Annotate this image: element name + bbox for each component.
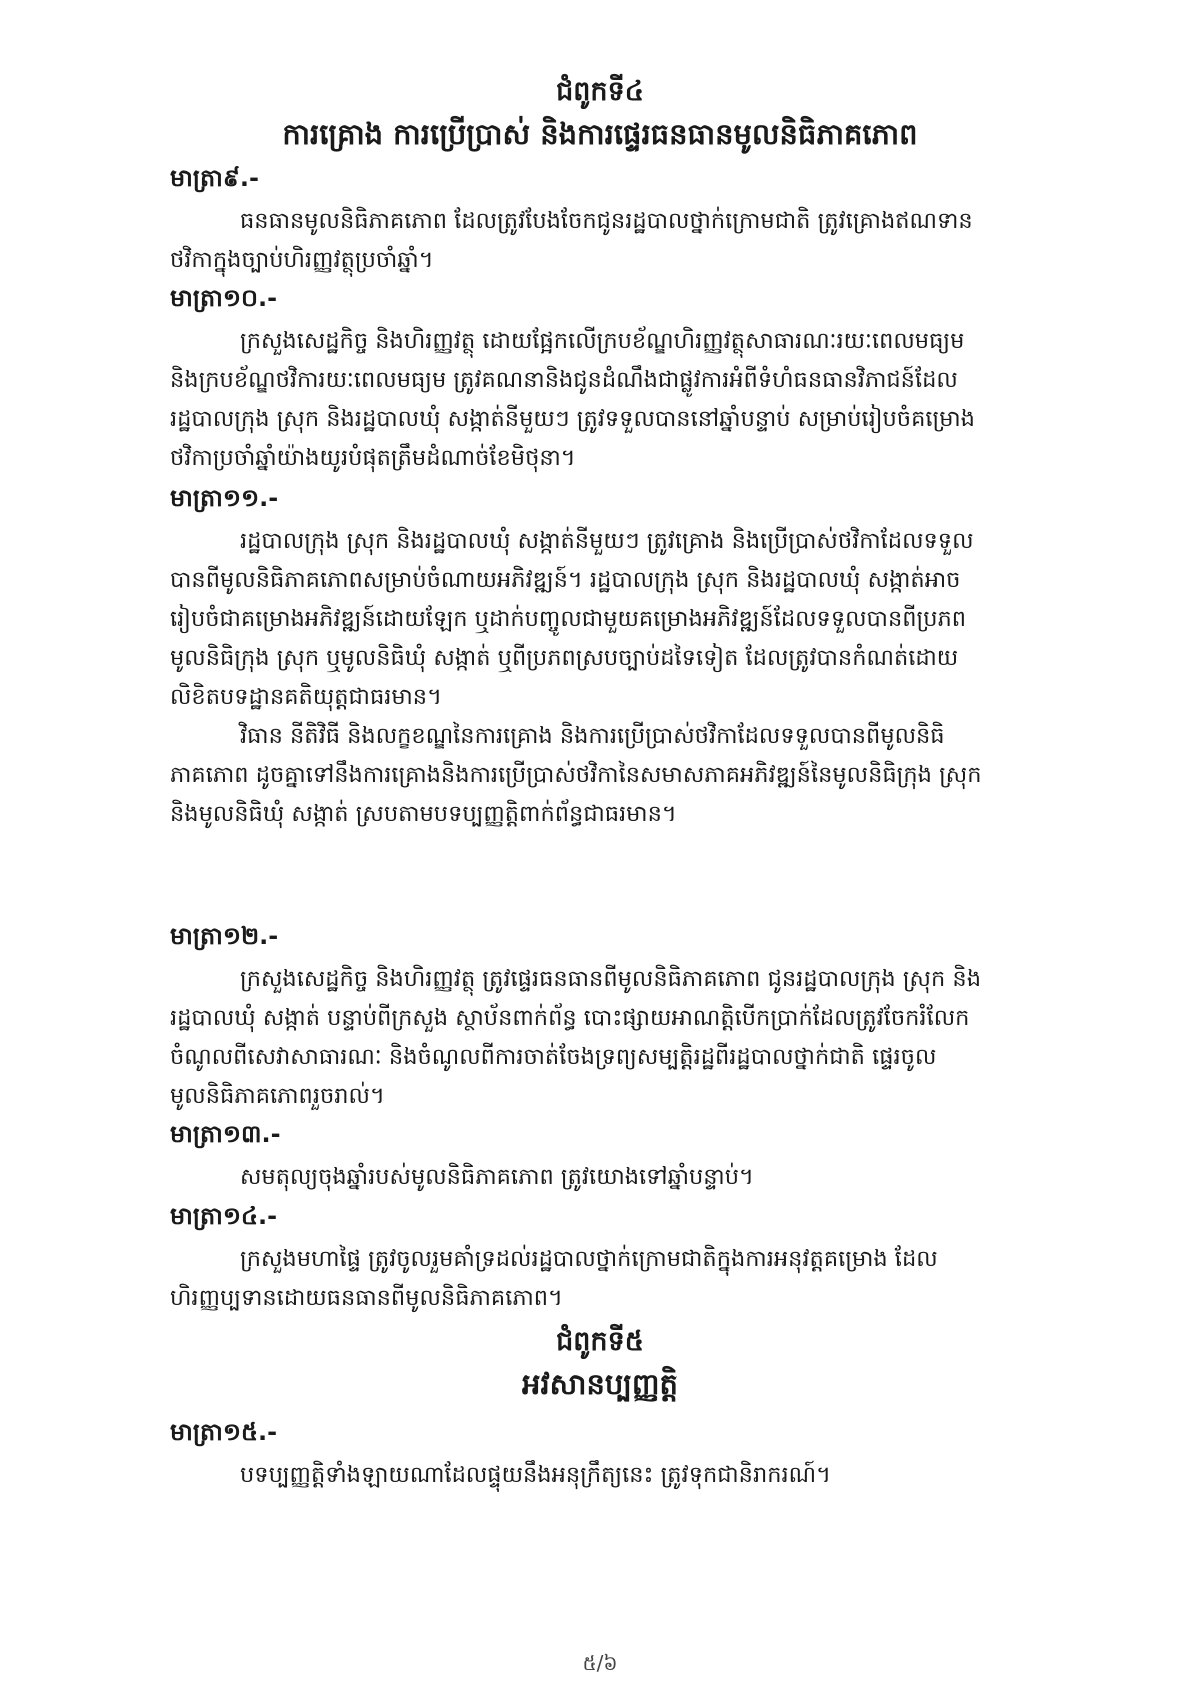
article-heading: មាត្រា១០.- [170,284,278,312]
paragraph-line: សមតុល្យចុងឆ្នាំរបស់មូលនិធិភាគភោព ត្រូវយោងទៅឆ្នាំបន្ទាប់។ [240,1164,754,1190]
paragraph-line: ភាគភោព ដូចគ្នាទៅនឹងការគ្រោងនិងការប្រើប្រាស់ថវិកានៃសមាសភាគអភិវឌ្ឍន៍នៃមូលនិធិក្រុង ស្រុក [170,762,982,788]
article-12 [0,918,1200,1116]
paragraph-line: ថវិកាប្រចាំឆ្នាំយ៉ាងយូរបំផុតត្រឹមដំណាច់ខែមិថុនា។ [170,445,576,471]
article-heading: មាត្រា១៤.- [170,1202,278,1230]
paragraph-line: មូលនិធិភាគភោពរួចរាល់។ [170,1083,385,1109]
chapter-title: អវសានប្បញ្ញត្តិ [522,1367,678,1401]
article-14 [0,1198,1200,1318]
article-9 [0,160,1200,280]
paragraph-line: ធនធានមូលនិធិភាគភោព ដែលត្រូវបែងចែកជូនរដ្ឋបាលថ្នាក់ក្រោមជាតិ ត្រូវគ្រោងឥណទាន [240,208,973,234]
paragraph-line: និងមូលនិធិឃុំ សង្កាត់ ស្របតាមបទប្បញ្ញត្តិពាក់ព័ន្ធជាធរមាន។ [170,801,677,827]
article-heading: មាត្រា១២.- [170,922,279,950]
article-paragraph [0,1240,1200,1318]
chapter-heading: ជំពូកទី៤ [556,76,644,107]
paragraph-line: រៀបចំជាគម្រោងអភិវឌ្ឍន៍ដោយឡែក ឬដាក់បញ្ចូលជាមួយគម្រោងអភិវឌ្ឍន៍ដែលទទួលបានពីប្រភព [170,606,967,632]
article-paragraph [0,522,1200,717]
paragraph-line: បទប្បញ្ញត្តិទាំងឡាយណាដែលផ្ទុយនឹងអនុក្រឹត្យនេះ ត្រូវទុកជានិរាករណ៍។ [240,1462,831,1488]
article-13 [0,1116,1200,1197]
paragraph-line: រដ្ឋបាលក្រុង ស្រុក និងរដ្ឋបាលឃុំ សង្កាត់នីមួយៗ ត្រូវទទួលបាននៅឆ្នាំបន្ទាប់ សម្រាប់រៀបចំគម្រោង [170,406,975,432]
paragraph-line: ក្រសួងមហាផ្ទៃ ត្រូវចូលរួមគាំទ្រដល់រដ្ឋបាលថ្នាក់ក្រោមជាតិក្នុងការអនុវត្តគម្រោង ដែល [240,1246,938,1272]
chapter-heading: ជំពូកទី៥ [556,1326,644,1357]
paragraph-line: បានពីមូលនិធិភាគភោពសម្រាប់ចំណាយអភិវឌ្ឍន៍។ រដ្ឋបាលក្រុង ស្រុក និងរដ្ឋបាលឃុំ សង្កាត់អាច [170,567,961,593]
article-paragraph [0,1158,1200,1197]
chapter-title: ការគ្រោង ការប្រើប្រាស់ និងការផ្ទេរធនធានមូលនិធិភាគភោព [282,117,918,151]
paragraph-line: វិធាន នីតិវិធី និងលក្ខខណ្ឌនៃការគ្រោង និងការប្រើប្រាស់ថវិកាដែលទទួលបានពីមូលនិធិ [240,723,945,749]
paragraph-line: មូលនិធិក្រុង ស្រុក ឬមូលនិធិឃុំ សង្កាត់ ឬពីប្រភពស្របច្បាប់ដទៃទៀត ដែលត្រូវបានកំណត់ដោយ [170,645,959,671]
paragraph-line: ថវិកាក្នុងច្បាប់ហិរញ្ញវត្ថុប្រចាំឆ្នាំ។ [170,247,434,273]
article-heading: មាត្រា១៣.- [170,1120,281,1148]
article-paragraph [0,960,1200,1116]
article-heading: មាត្រា៩.- [170,164,259,192]
paragraph-line: ចំណូលពីសេវាសាធារណៈ និងចំណូលពីការចាត់ចែងទ្រព្យសម្បត្តិរដ្ឋពីរដ្ឋបាលថ្នាក់ជាតិ ផ្ទេរចូល [170,1044,937,1070]
paragraph-line: រដ្ឋបាលក្រុង ស្រុក និងរដ្ឋបាលឃុំ សង្កាត់នីមួយៗ ត្រូវគ្រោង និងប្រើប្រាស់ថវិកាដែលទទួល [240,528,974,554]
article-heading: មាត្រា១១.- [170,484,279,512]
article-heading: មាត្រា១៥.- [170,1418,278,1446]
paragraph-line: រដ្ឋបាលឃុំ សង្កាត់ បន្ទាប់ពីក្រសួង ស្ថាប័នពាក់ព័ន្ធ បោះផ្សាយអាណត្តិបើកប្រាក់ដែលត្រូវចែករំលែក [170,1005,970,1031]
article-paragraph [0,717,1200,834]
article-11 [0,480,1200,834]
article-10 [0,280,1200,478]
paragraph-line: លិខិតបទដ្ឋានគតិយុត្តជាធរមាន។ [170,684,442,710]
paragraph-line: និងក្របខ័ណ្ឌថវិការយៈពេលមធ្យម ត្រូវគណនានិងជូនដំណឹងជាផ្លូវការអំពីទំហំធនធានវិភាជន៍ដែល [170,367,958,393]
article-15 [0,1414,1200,1495]
paragraph-line: ក្រសួងសេដ្ឋកិច្ច និងហិរញ្ញវត្ថុ ត្រូវផ្ទេរធនធានពីមូលនិធិភាគភោព ជូនរដ្ឋបាលក្រុង ស្រុក និង [240,966,981,992]
paragraph-line: ហិរញ្ញប្បទានដោយធនធានពីមូលនិធិភាគភោព។ [170,1285,563,1311]
page-number: ៥/៦ [582,1651,618,1675]
article-paragraph [0,1456,1200,1495]
chapter-5-header [0,1322,1200,1406]
article-paragraph [0,202,1200,280]
chapter-4-header [0,72,1200,156]
paragraph-line: ក្រសួងសេដ្ឋកិច្ច និងហិរញ្ញវត្ថុ ដោយផ្អែកលើក្របខ័ណ្ឌហិរញ្ញវត្ថុសាធារណៈរយៈពេលមធ្យម [240,328,965,354]
article-paragraph [0,322,1200,478]
